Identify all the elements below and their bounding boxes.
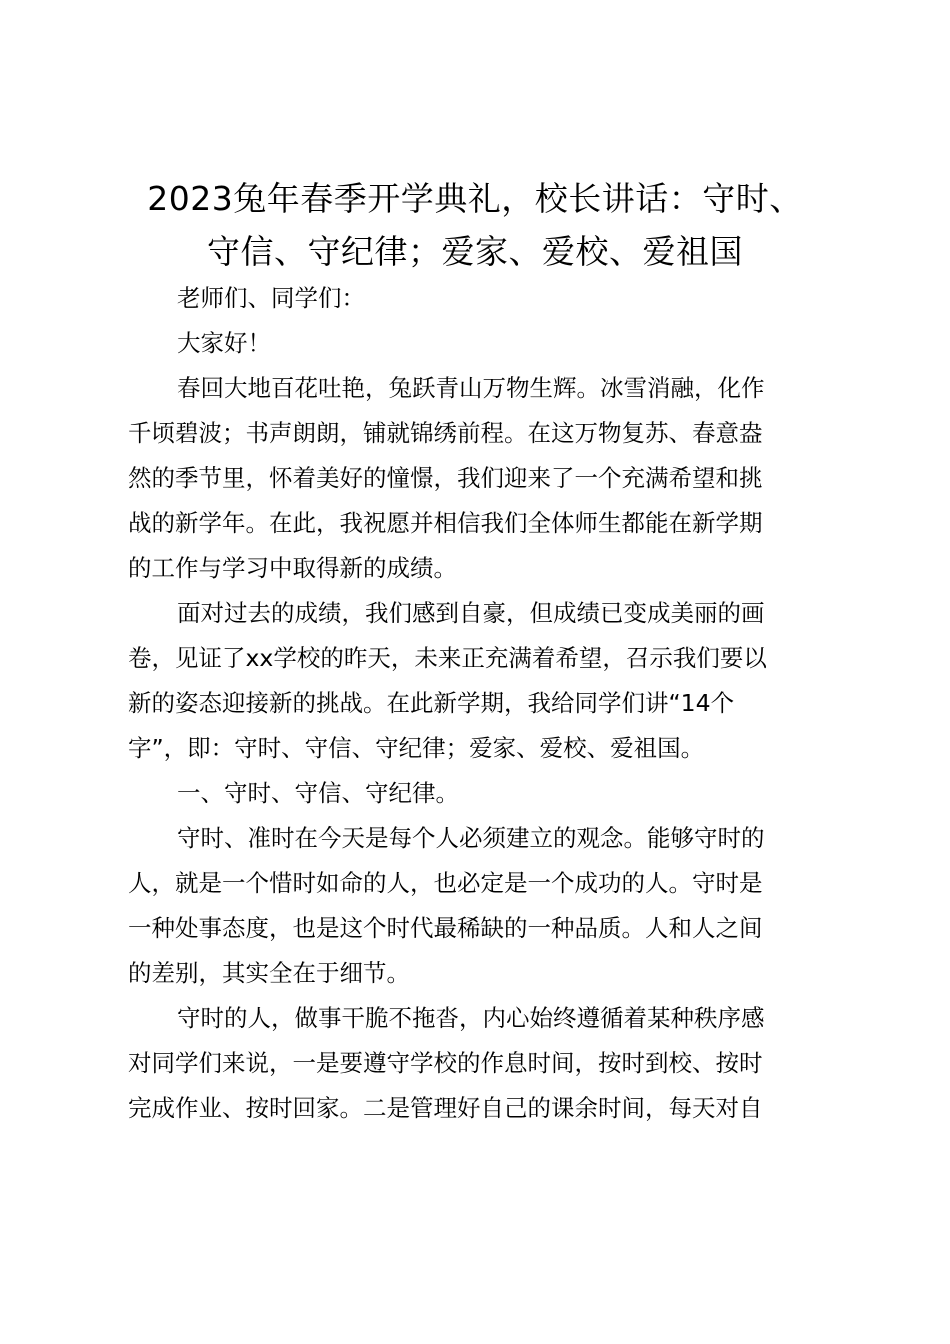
greeting-paragraph <box>128 321 838 366</box>
document-body <box>128 276 838 1131</box>
paragraph-line: 然的季节里，怀着美好的憧憬，我们迎来了一个充满希望和挑 <box>128 464 763 492</box>
title-line: 守信、守纪律；爱家、爱校、爱祖国 <box>207 232 743 271</box>
paragraph-line: 千顷碧波；书声朗朗，铺就锦绣前程。在这万物复苏、春意盎 <box>128 419 763 447</box>
paragraph-line: 新的姿态迎接新的挑战。在此新学期，我给同学们讲“14个 <box>128 689 735 717</box>
paragraph-line: 战的新学年。在此，我祝愿并相信我们全体师生都能在新学期 <box>128 509 763 537</box>
paragraph-line: 的工作与学习中取得新的成绩。 <box>128 554 457 582</box>
document-title <box>60 172 890 278</box>
paragraph-line: 一、守时、守信、守纪律。 <box>177 779 459 807</box>
title-line: 2023兔年春季开学典礼，校长讲话：守时、 <box>147 179 803 218</box>
paragraph-line: 的差别，其实全在于细节。 <box>128 959 410 987</box>
paragraph-line: 一种处事态度，也是这个时代最稀缺的一种品质。人和人之间 <box>128 914 763 942</box>
paragraph-line: 完成作业、按时回家。二是管理好自己的课余时间，每天对自 <box>128 1094 763 1122</box>
paragraph-line: 守时的人，做事干脆不拖沓，内心始终遵循着某种秩序感 <box>177 1004 765 1032</box>
body-paragraph <box>128 366 838 591</box>
salutation-paragraph <box>128 276 838 321</box>
paragraph-line: 春回大地百花吐艳，兔跃青山万物生辉。冰雪消融，化作 <box>177 374 765 402</box>
paragraph-line: 守时、准时在今天是每个人必须建立的观念。能够守时的 <box>177 824 765 852</box>
body-paragraph <box>128 996 838 1131</box>
section-heading <box>128 771 838 816</box>
paragraph-line: 人，就是一个惜时如命的人，也必定是一个成功的人。守时是 <box>128 869 763 897</box>
paragraph-line: 老师们、同学们： <box>177 284 365 312</box>
paragraph-line: 对同学们来说，一是要遵守学校的作息时间，按时到校、按时 <box>128 1049 763 1077</box>
paragraph-line: 面对过去的成绩，我们感到自豪，但成绩已变成美丽的画 <box>177 599 765 627</box>
body-paragraph <box>128 816 838 996</box>
paragraph-line: 大家好！ <box>177 329 271 357</box>
body-paragraph <box>128 591 838 771</box>
paragraph-line: 卷，见证了xx学校的昨天，未来正充满着希望，召示我们要以 <box>128 644 767 672</box>
paragraph-line: 字”，即：守时、守信、守纪律；爱家、爱校、爱祖国。 <box>128 734 705 762</box>
